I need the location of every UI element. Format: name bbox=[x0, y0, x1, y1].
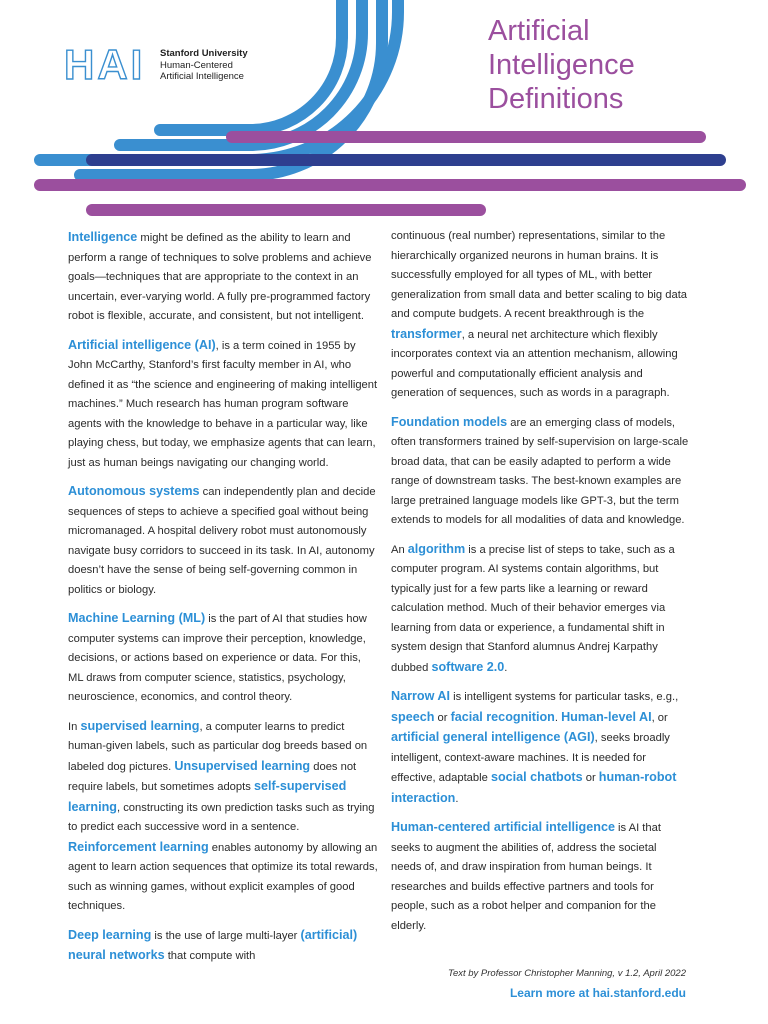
defined-term: (artificial) neural networks bbox=[68, 927, 358, 962]
defined-term: supervised learning bbox=[80, 718, 200, 733]
body-text: is AI that seeks to augment the abilities of, address the societal needs of, and draw inspiration from human beings. It researches and builds effective partners and tools for people, such as a robot helper and companion for the elderly. bbox=[391, 822, 661, 932]
defined-term: Intelligence bbox=[68, 230, 138, 244]
right-column bbox=[391, 228, 689, 945]
definition-paragraph bbox=[68, 482, 378, 600]
page-title bbox=[488, 14, 758, 116]
body-text: or bbox=[582, 772, 599, 784]
body-text: . bbox=[455, 792, 459, 805]
body-text: are an emerging class of models, often transformers trained by self-supervision on large-scale broad data, that can be easily adapted to perform a wide range of downstream tasks. The best-known examples are large pretrained language models like GPT-3, but the term extends to models for all modalities of data and knowledge. bbox=[391, 416, 689, 526]
defined-term: speech bbox=[391, 709, 435, 724]
body-text: . bbox=[504, 661, 508, 674]
body-text: In bbox=[68, 720, 81, 733]
page-title-line: Artificial bbox=[488, 15, 590, 47]
page-title-line: Intelligence bbox=[488, 49, 635, 81]
body-text: , or bbox=[651, 711, 668, 724]
body-text: does not require labels, but sometimes adopts bbox=[68, 760, 357, 793]
defined-term: software 2.0 bbox=[431, 659, 505, 674]
body-text: continuous (real number) representations, similar to the hierarchically organized neurons in human brains. It is successfully employed for all types of ML, with better generalization from small data and better scaling to big data and compute budgets. A recent breakthrough is the bbox=[391, 230, 688, 320]
body-text: that compute with bbox=[164, 950, 256, 962]
body-text: enables autonomy by allowing an agent to learn action sequences that optimize its total rewards, such as winning games, without explicit examples of good techniques. bbox=[68, 841, 378, 912]
definition-paragraph bbox=[68, 228, 378, 327]
body-text: is intelligent systems for particular tasks, e.g., bbox=[450, 691, 679, 703]
defined-term: social chatbots bbox=[490, 770, 583, 784]
defined-term: Human-centered artificial intelligence bbox=[391, 820, 615, 834]
defined-term: facial recognition bbox=[450, 709, 555, 724]
definition-paragraph bbox=[391, 540, 689, 679]
body-text: is a precise list of steps to take, such as a computer program. AI systems contain algorithms, but typically just for a few parts like a learning or reward calculation method. Much of their behavior emerges via learning from data or experience, a fundamental shift in system design that Stanford alumnus Andrej Karpathy dubbed bbox=[391, 543, 675, 674]
body-text: might be defined as the ability to learn and perform a range of techniques to solve problems and achieve goals—techniques that are appropriate to the context in an uncertain, ever-varying world. A fully pre-programmed factory robot is flexible, accurate, and consistent, but not intelligent. bbox=[68, 232, 372, 322]
definition-paragraph bbox=[68, 336, 378, 474]
body-text: . bbox=[554, 711, 562, 724]
logo-line-human-centered: Human-Centered bbox=[160, 59, 233, 71]
definition-paragraph bbox=[68, 609, 378, 708]
defined-term: human-robot interaction bbox=[391, 770, 677, 805]
defined-term: transformer bbox=[391, 326, 462, 341]
defined-term: Narrow AI bbox=[391, 689, 451, 703]
hai-logo bbox=[62, 44, 248, 89]
body-text: , constructing its own prediction tasks such as trying to predict each successive word in a sentence. bbox=[68, 801, 375, 833]
defined-term: self-supervised learning bbox=[68, 779, 347, 814]
body-text: , a computer learns to predict human-given labels, such as particular dog breeds based on labeled dog pictures. bbox=[68, 720, 368, 773]
body-text: An bbox=[391, 543, 408, 556]
hai-logo-wordmark bbox=[160, 48, 270, 83]
definition-paragraph bbox=[391, 818, 689, 936]
defined-term: Foundation models bbox=[391, 414, 508, 429]
body-text: , a neural net architecture which flexibly incorporates context via an attention mechanism, allowing powerful and computationally efficient analysis and generation of sequences, such as words in a paragraph. bbox=[391, 328, 678, 399]
defined-term: artificial general intelligence (AGI) bbox=[391, 730, 595, 744]
defined-term: Artificial intelligence (AI) bbox=[68, 337, 216, 352]
defined-term: Reinforcement learning bbox=[68, 839, 209, 854]
defined-term: Human-level AI bbox=[561, 709, 652, 724]
logo-line-university: Stanford University bbox=[160, 48, 248, 59]
body-text: is the part of AI that studies how computer systems can improve their perception, knowledge, decisions, or actions based on experience or data. For this, ML draws from computer science, statistics, psychology, neuroscience, economics, and control theory. bbox=[68, 613, 367, 703]
defined-term: Autonomous systems bbox=[68, 484, 200, 498]
learn-more-link[interactable]: Learn more at hai.stanford.edu bbox=[509, 986, 686, 1000]
definition-paragraph bbox=[68, 926, 378, 967]
hai-logo-mark-text: HAI bbox=[64, 44, 146, 84]
body-text: is the use of large multi-layer bbox=[151, 929, 301, 942]
page-title-line: Definitions bbox=[488, 83, 624, 115]
hai-logo-mark bbox=[62, 44, 154, 84]
body-text: can independently plan and decide sequences of steps to achieve a specified goal without being micromanaged. A hospital delivery robot must autonomously navigate busy corridors to succeed in its task. In AI, autonomy doesn’t have the sense of being self-governing common in politics or biology. bbox=[68, 486, 376, 596]
definition-paragraph bbox=[68, 717, 378, 917]
body-text: , is a term coined in 1955 by John McCarthy, Stanford’s first faculty member in AI, who defined it as “the science and engineering of making intelligent machines.” Much research has human program software agents with the knowledge to behave in a particular way, like playing chess, but today, we emphasize agents that can learn, just as human beings navigating our changing world. bbox=[68, 339, 378, 469]
defined-term: algorithm bbox=[407, 541, 466, 556]
logo-line-ai: Artificial Intelligence bbox=[160, 71, 244, 82]
defined-term: Machine Learning (ML) bbox=[68, 611, 206, 625]
body-text: , seeks broadly intelligent, context-aware machines. It is needed for effective, adaptable bbox=[391, 732, 670, 784]
defined-term: Deep learning bbox=[68, 927, 152, 942]
defined-term: Unsupervised learning bbox=[174, 758, 311, 773]
body-text: or bbox=[434, 711, 451, 724]
left-column bbox=[68, 228, 378, 976]
definition-paragraph bbox=[391, 413, 689, 531]
definition-paragraph bbox=[391, 687, 689, 809]
definition-paragraph bbox=[391, 227, 689, 404]
author-credit: Text by Professor Christopher Manning, v 1.2, April 2022 bbox=[448, 968, 686, 979]
